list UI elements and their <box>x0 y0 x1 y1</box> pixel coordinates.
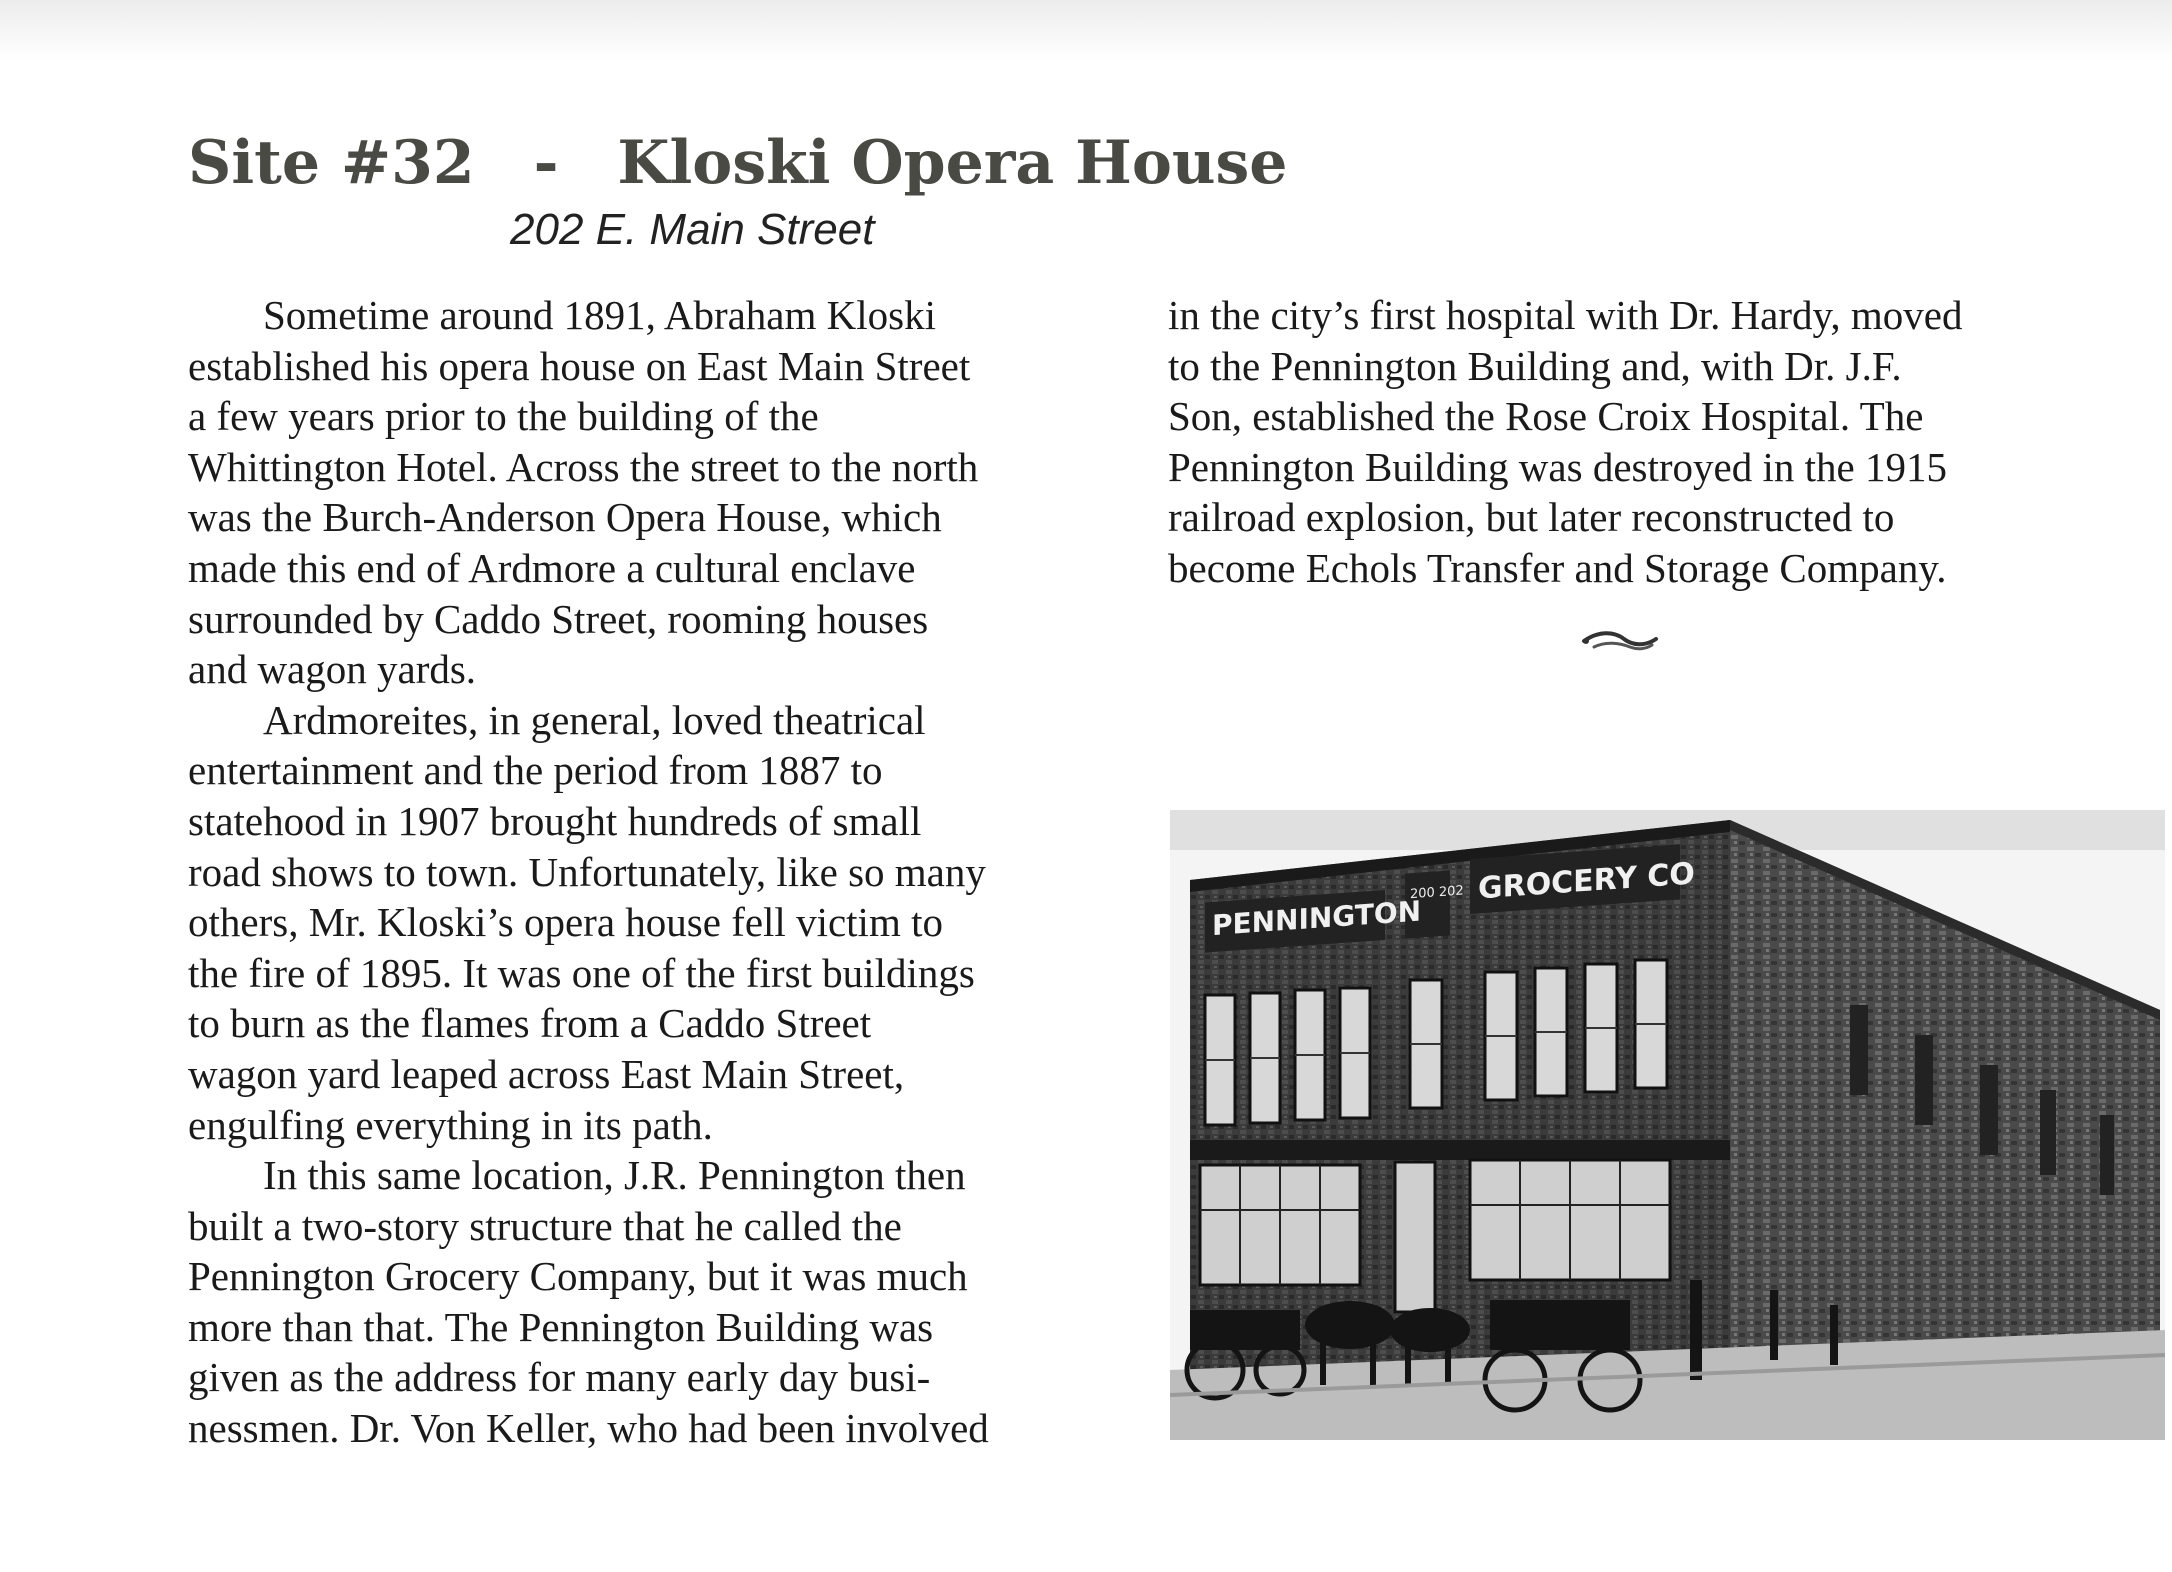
text-line: established his opera house on East Main Street <box>188 342 971 389</box>
sign-pennington: PENNINGTON <box>1212 894 1422 943</box>
text-line: a few years prior to the building of the <box>188 393 819 440</box>
text-line: to the Pennington Building and, with Dr. J.F. <box>1168 342 1902 389</box>
title-separator: - <box>533 128 559 198</box>
text-line: was the Burch-Anderson Opera House, which <box>188 494 942 541</box>
sign-numbers: 200 202 <box>1410 883 1464 903</box>
text-line: Pennington Building was destroyed in the 1915 <box>1168 443 1947 490</box>
building-photo <box>1170 810 2165 1440</box>
site-title: Kloski Opera House <box>617 128 1288 198</box>
text-line: road shows to town. Unfortunately, like so many <box>188 848 986 895</box>
text-line: railroad explosion, but later reconstructed to <box>1168 494 1895 541</box>
text-line: Ardmoreites, in general, loved theatrical <box>263 696 926 743</box>
text-line: more than that. The Pennington Building was <box>188 1303 934 1350</box>
text-line: Son, established the Rose Croix Hospital. The <box>1168 393 1924 440</box>
site-address: 202 E. Main Street <box>510 205 875 254</box>
text-line: given as the address for many early day busi- <box>188 1354 931 1401</box>
text-line: the fire of 1895. It was one of the first buildings <box>188 949 975 996</box>
text-line: made this end of Ardmore a cultural enclave <box>188 544 916 591</box>
text-line: and wagon yards. <box>188 646 477 693</box>
text-line: built a two-story structure that he called the <box>188 1202 902 1249</box>
text-line: to burn as the flames from a Caddo Street <box>188 1000 872 1047</box>
text-line: entertainment and the period from 1887 to <box>188 747 883 794</box>
text-line: in the city’s first hospital with Dr. Hardy, moved <box>1168 292 1963 338</box>
text-line: Whittington Hotel. Across the street to the north <box>188 443 979 490</box>
section-ornament-icon <box>1580 627 1660 657</box>
text-line: In this same location, J.R. Pennington then <box>263 1152 966 1199</box>
left-text-column <box>188 290 1108 1454</box>
text-line: statehood in 1907 brought hundreds of small <box>188 797 922 844</box>
text-line: wagon yard leaped across East Main Street, <box>188 1050 905 1097</box>
site-number: Site #32 <box>188 128 475 198</box>
text-line: Pennington Grocery Company, but it was much <box>188 1253 968 1300</box>
page-top-shadow <box>0 0 2172 60</box>
right-text-column <box>1168 290 2108 594</box>
text-line: nessmen. Dr. Von Keller, who had been involved <box>188 1405 989 1452</box>
text-line: surrounded by Caddo Street, rooming houses <box>188 595 929 642</box>
text-line: engulfing everything in its path. <box>188 1101 713 1148</box>
text-line: Sometime around 1891, Abraham Kloski <box>263 292 936 338</box>
text-line: others, Mr. Kloski’s opera house fell victim to <box>188 899 943 946</box>
page-title <box>188 128 1287 198</box>
text-line: become Echols Transfer and Storage Company. <box>1168 544 1947 591</box>
sign-grocery: GROCERY CO <box>1478 856 1695 907</box>
